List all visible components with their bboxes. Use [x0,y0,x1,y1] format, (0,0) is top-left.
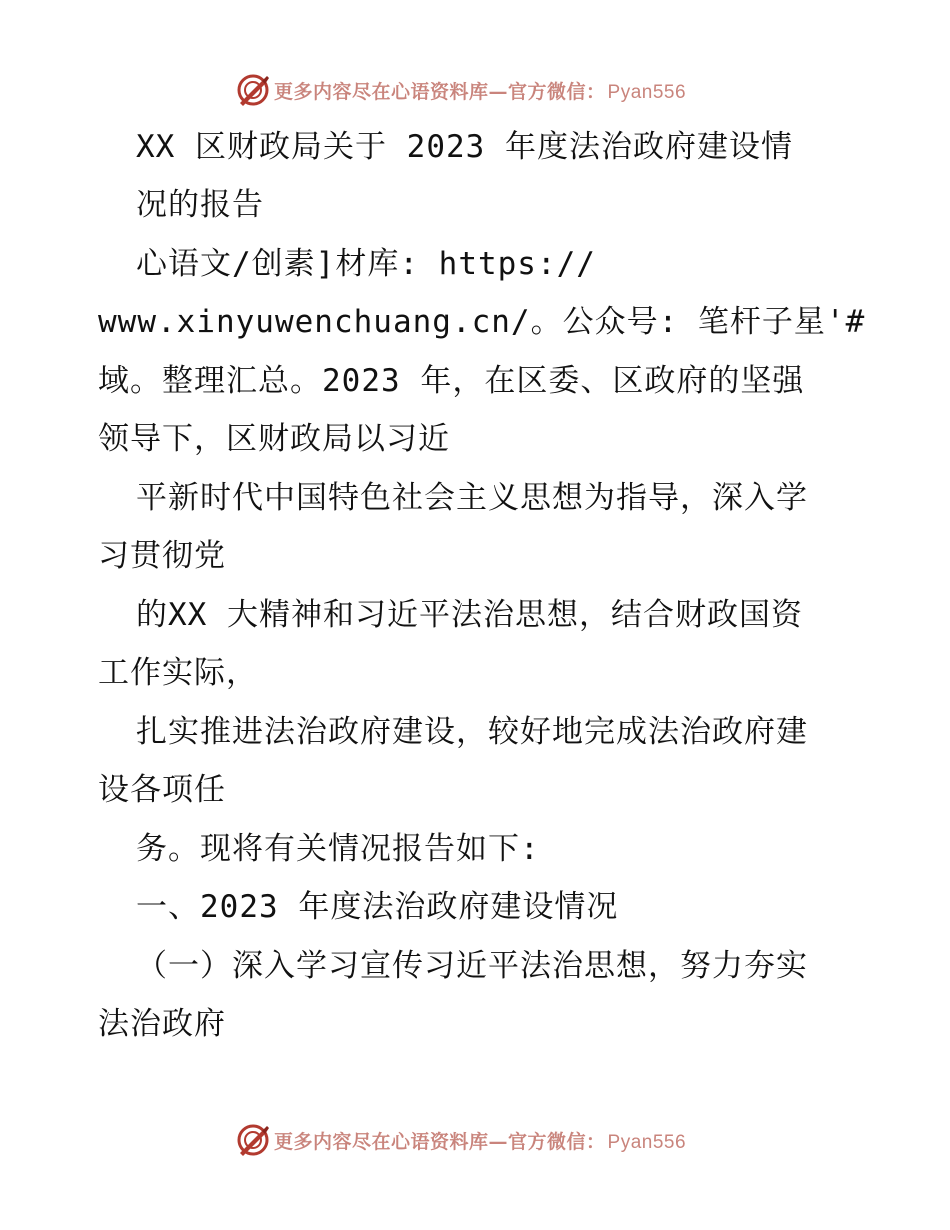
text-line: 平新时代中国特色社会主义思想为指导，深入学 [136,480,808,516]
text-line: 况的报告 [136,187,264,223]
watermark-wechat-id: Pyan556 [607,1131,687,1153]
text-line: 务。现将有关情况报告如下: [136,831,540,867]
text-line: 的XX 大精神和习近平法治思想，结合财政国资 [136,597,803,633]
text-line: 一、2023 年度法治政府建设情况 [136,889,619,925]
watermark-text: 更多内容尽在心语资料库—官方微信： Pyan556 [274,1130,687,1153]
watermark-wechat-id: Pyan556 [607,81,687,103]
footer-watermark [236,1120,686,1160]
text-line: www.xinyuwenchuang.cn/。公众号: 笔杆子星'# [98,304,866,340]
pen-logo-icon [236,73,270,107]
text-line: 法治政府 [98,1006,226,1042]
text-line: 域。整理汇总。2023 年，在区委、区政府的坚强 [98,363,805,399]
text-line: XX 区财政局关于 2023 年度法治政府建设情 [136,129,793,165]
text-line: 习贯彻党 [98,538,226,574]
text-line: （一）深入学习宣传习近平法治思想，努力夯实 [136,948,808,984]
text-line: 心语文/创素]材库: https:// [136,246,596,282]
header-watermark [236,70,686,110]
text-line: 扎实推进法治政府建设，较好地完成法治政府建 [136,714,808,750]
watermark-text: 更多内容尽在心语资料库—官方微信： Pyan556 [274,80,687,103]
text-line: 设各项任 [98,772,226,808]
text-line: 工作实际， [98,655,258,691]
text-line: 领导下，区财政局以习近 [98,421,450,457]
pen-logo-icon [236,1123,270,1157]
